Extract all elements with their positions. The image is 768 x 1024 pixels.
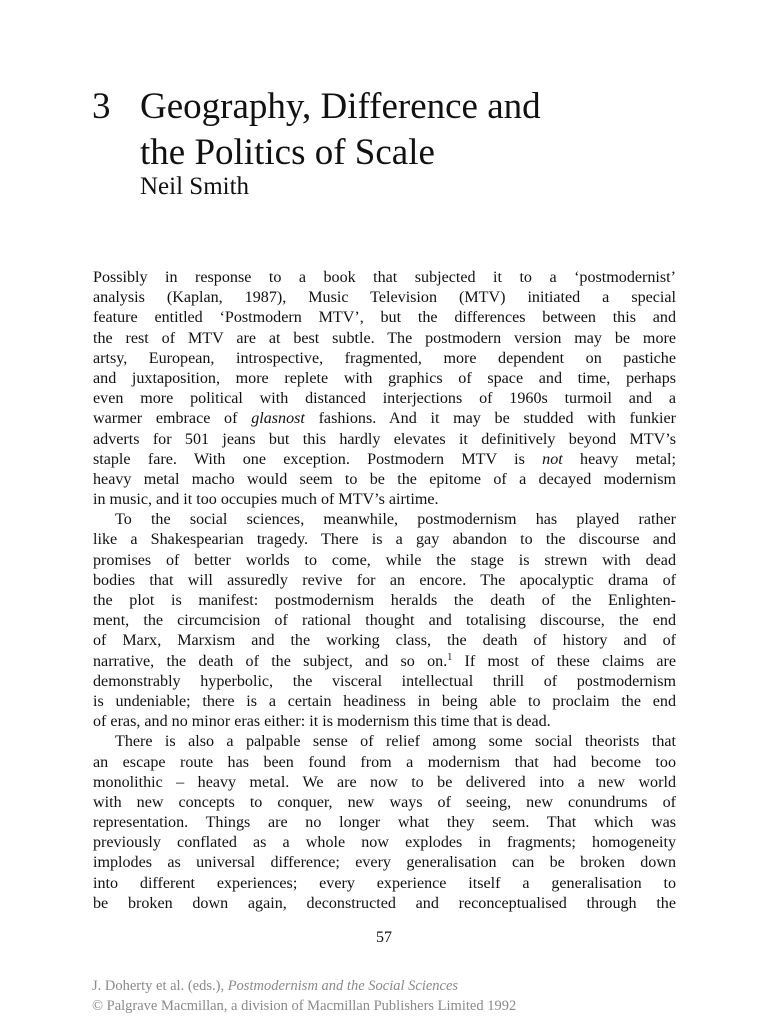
paragraph (93, 268, 676, 510)
text-line: an escape route has been found from a modernism that had become too (93, 753, 676, 771)
italic-term: not (542, 450, 563, 468)
text-line: To the social sciences, meanwhile, postmodernism has played rather (115, 511, 676, 529)
copyright-line: © Palgrave Macmillan, a division of Macmillan Publishers Limited 1992 (92, 998, 517, 1014)
citation-footer (92, 976, 516, 1016)
text-line: heavy metal macho would seem to be the epitome of a decayed modernism (93, 470, 676, 488)
chapter-number: 3 (92, 86, 111, 127)
text-line: There is also a palpable sense of relief among some social theorists that (115, 733, 676, 751)
text-line: of eras, and no minor eras either: it is modernism this time that is dead. (93, 713, 551, 731)
text-line: previously conflated as a whole now explodes in fragments; homogeneity (93, 834, 676, 852)
text-line: implodes as universal difference; every generalisation can be broken down (93, 854, 676, 872)
citation-book-title: Postmodernism and the Social Sciences (227, 978, 459, 994)
text-line: is undeniable; there is a certain headiness in being able to proclaim the end (93, 692, 676, 710)
text-line: adverts for 501 jeans but this hardly elevates it definitively beyond MTV’s (93, 430, 676, 448)
text-line: warmer embrace of glasnost fashions. And it may be studded with funkier (93, 410, 677, 428)
text-line: staple fare. With one exception. Postmodern MTV is not heavy metal; (93, 450, 677, 468)
text-line: with new concepts to conquer, new ways of seeing, new conundrums of (93, 793, 676, 811)
page-number: 57 (376, 929, 392, 946)
chapter-title-line: the Politics of Scale (140, 132, 435, 173)
italic-term: glasnost (251, 410, 305, 428)
text-line: promises of better worlds to come, while the stage is strewn with dead (93, 551, 676, 569)
text-line: the plot is manifest: postmodernism heralds the death of the Enlighten- (93, 592, 676, 609)
text-line: analysis (Kaplan, 1987), Music Television (MTV) initiated a special (93, 289, 676, 307)
footnote-marker[interactable]: 1 (447, 651, 453, 663)
chapter-title (140, 84, 700, 176)
text-line: feature entitled ‘Postmodern MTV’, but the differences between this and (93, 309, 676, 327)
citation-editors: J. Doherty et al. (eds.), (92, 978, 228, 994)
text-line: bodies that will assuredly revive for an encore. The apocalyptic drama of (93, 571, 676, 589)
citation-line (92, 976, 516, 996)
text-line: demonstrably hyperbolic, the visceral intellectual thrill of postmodernism (93, 672, 676, 690)
text-line: the rest of MTV are at best subtle. The postmodern version may be more (93, 329, 676, 347)
body-text (93, 268, 676, 914)
text-line: Possibly in response to a book that subjected it to a ‘postmodernist’ (93, 269, 676, 286)
text-line: monolithic – heavy metal. We are now to be delivered into a new world (93, 773, 676, 791)
chapter-author: Neil Smith (140, 173, 250, 200)
text-line: in music, and it too occupies much of MTV’s airtime. (93, 491, 439, 509)
text-line: into different experiences; every experience itself a generalisation to (93, 874, 676, 892)
text-line: even more political with distanced interjections of 1960s turmoil and a (93, 390, 676, 408)
text-line: artsy, European, introspective, fragmented, more dependent on pastiche (93, 349, 676, 367)
paragraph (93, 510, 676, 732)
text-line: narrative, the death of the subject, and so on.$^1$ If most of these claims are (93, 651, 677, 670)
text-line: like a Shakespearian tragedy. There is a gay abandon to the discourse and (93, 531, 676, 549)
text-line: be broken down again, deconstructed and reconceptualised through the (93, 894, 676, 912)
text-line: and juxtaposition, more replete with graphics of space and time, perhaps (93, 369, 676, 387)
chapter-title-line: Geography, Difference and (140, 86, 541, 127)
text-line: representation. Things are no longer what they seem. That which was (93, 814, 676, 832)
text-line: ment, the circumcision of rational thought and totalising discourse, the end (93, 612, 676, 630)
paragraph (93, 732, 676, 914)
text-line: of Marx, Marxism and the working class, the death of history and of (93, 632, 676, 650)
